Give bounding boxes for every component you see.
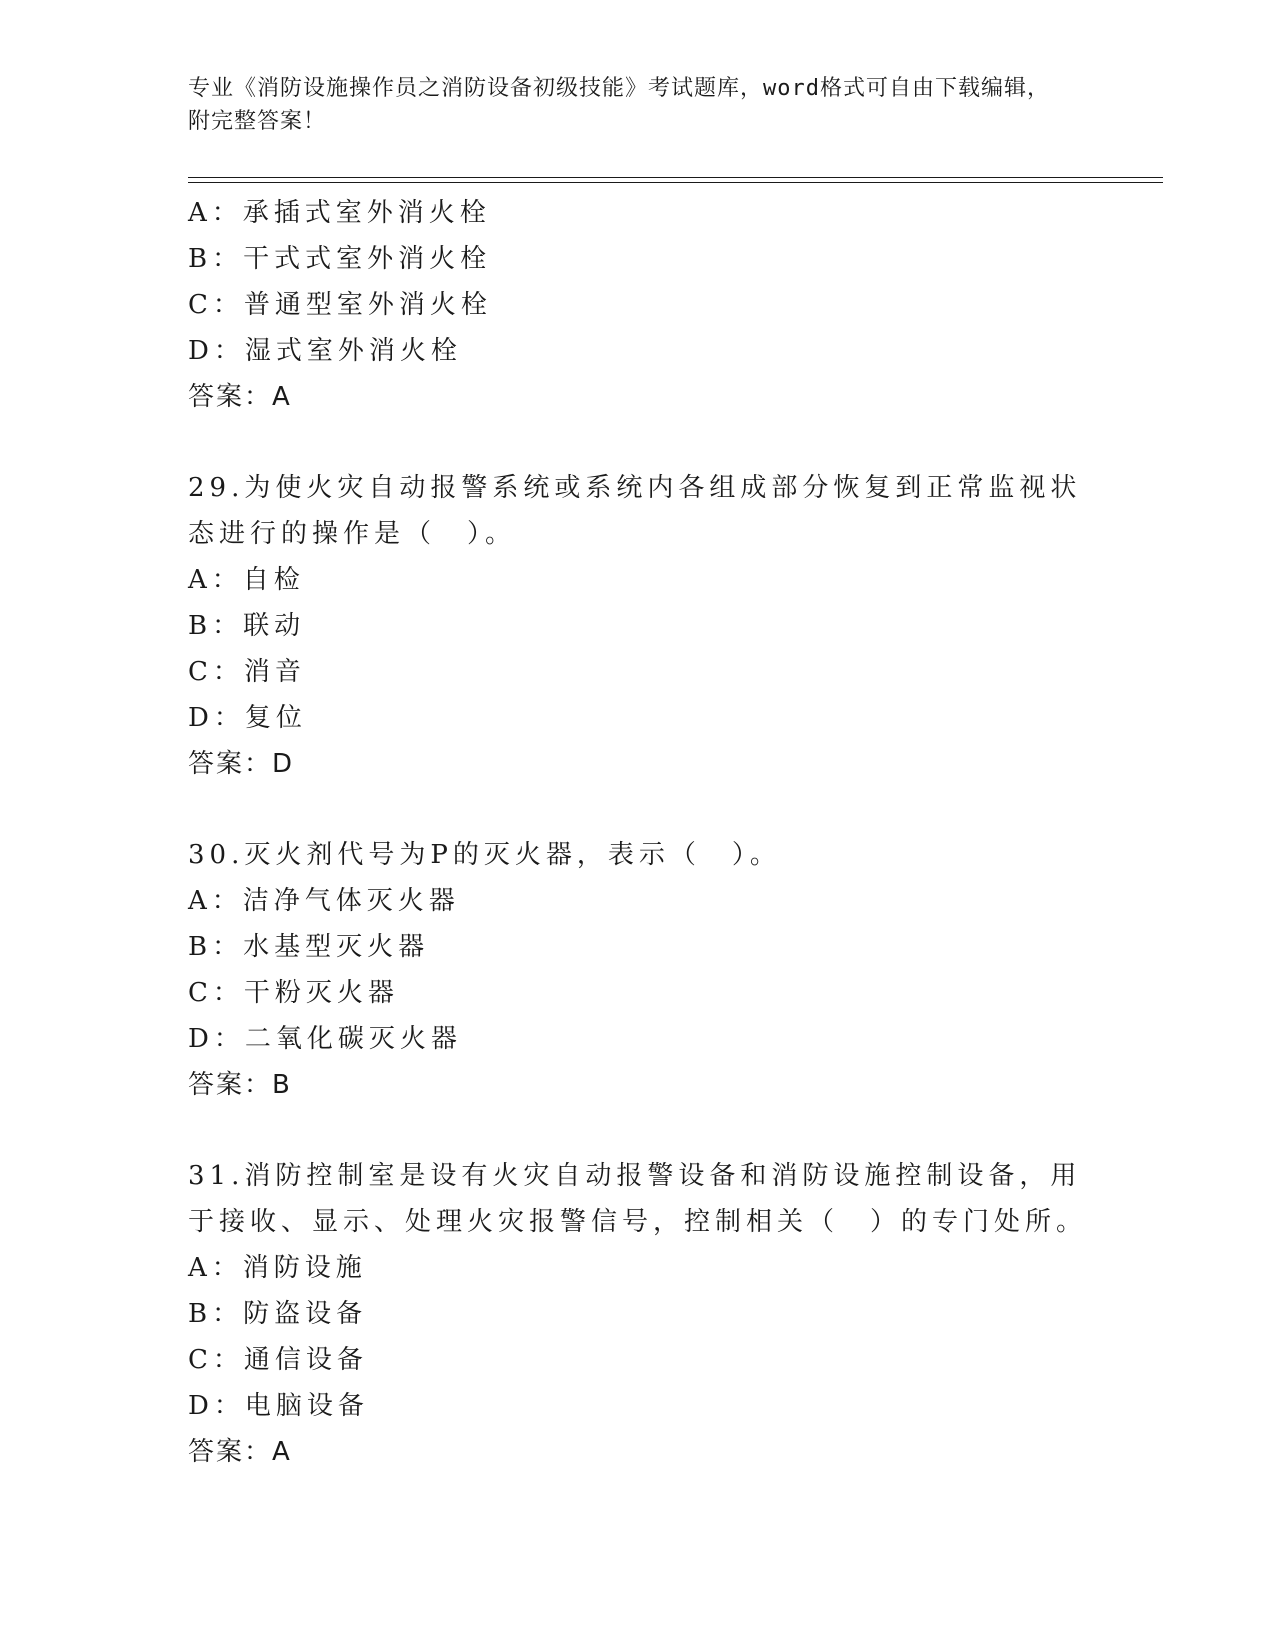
header-divider-bottom xyxy=(188,182,1163,183)
option-d: D：电脑设备 xyxy=(188,1391,369,1421)
option-c: C：干粉灭火器 xyxy=(188,978,399,1008)
option-b: B：联动 xyxy=(188,611,306,641)
header-divider-top xyxy=(188,177,1163,178)
option-a: A：承插式室外消火栓 xyxy=(188,198,491,228)
question-list xyxy=(188,190,1088,1475)
question-31 xyxy=(188,1153,1088,1475)
option-c: C：通信设备 xyxy=(188,1345,368,1375)
question-stem: 31.消防控制室是设有火灾自动报警设备和消防设施控制设备，用于接收、显示、处理火灾报警信号，控制相关（ ）的专门处所。 xyxy=(188,1161,1088,1237)
question-29 xyxy=(188,465,1088,787)
option-c: C：普通型室外消火栓 xyxy=(188,290,492,320)
option-a: A：洁净气体灭火器 xyxy=(188,886,460,916)
option-a: A：消防设施 xyxy=(188,1253,367,1283)
question-30 xyxy=(188,832,1088,1108)
option-d: D：二氧化碳灭火器 xyxy=(188,1024,462,1054)
option-c: C：消音 xyxy=(188,657,306,687)
answer: 答案：A xyxy=(188,382,292,412)
option-d: D：湿式室外消火栓 xyxy=(188,336,462,366)
option-b: B：干式式室外消火栓 xyxy=(188,244,492,274)
option-a: A：自检 xyxy=(188,565,305,595)
answer: 答案：B xyxy=(188,1070,292,1100)
answer: 答案：D xyxy=(188,749,295,779)
option-b: B：防盗设备 xyxy=(188,1299,368,1329)
option-b: B：水基型灭火器 xyxy=(188,932,430,962)
question-stem: 30.灭火剂代号为P的灭火器，表示（ ）。 xyxy=(188,840,781,870)
document-header: 专业《消防设施操作员之消防设备初级技能》考试题库，word格式可自由下载编辑，附完整答案！ xyxy=(188,76,1050,134)
question-stem: 29.为使火灾自动报警系统或系统内各组成部分恢复到正常监视状态进行的操作是（ ）。 xyxy=(188,473,1082,549)
option-d: D：复位 xyxy=(188,703,307,733)
answer: 答案：A xyxy=(188,1437,292,1467)
question-28 xyxy=(188,190,1088,420)
